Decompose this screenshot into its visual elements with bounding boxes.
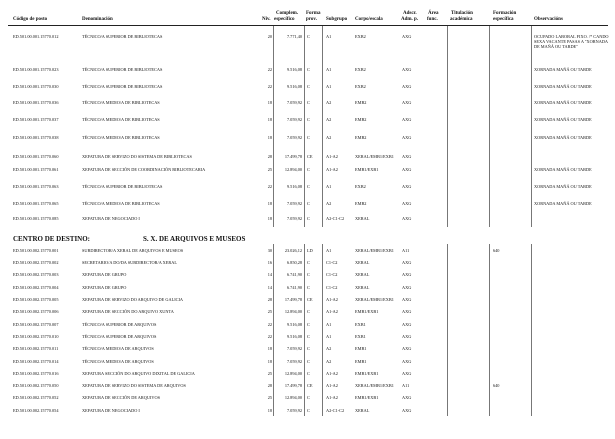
cell-adscripcion: A11 (402, 383, 410, 388)
cell-denominacion: TÉCNICO/A MEDIO/A DE ARQUIVOS (82, 346, 154, 351)
cell-adscripcion: AXG (402, 371, 412, 376)
table-row (0, 34, 615, 49)
cell-subgrupo: A2 (326, 135, 332, 140)
cell-corpo: EXB2 (355, 184, 366, 189)
cell-code: ED.501.00.001.15770.023 (13, 67, 59, 72)
cell-nivel: 25 (267, 395, 272, 400)
cell-denominacion: TÉCNICO/A SUPERIOR DE BIBLIOTECAS (82, 84, 163, 89)
cell-denominacion: TÉCNICO/A MEDIO/A DE BIBLIOTECAS (82, 117, 160, 122)
cell-observacions: XORNADA MAÑÁ OU TARDE (534, 100, 592, 105)
cell-denominacion: TÉCNICO/A MEDIO/A DE ARQUIVOS (82, 359, 154, 364)
header-rule (8, 25, 608, 26)
table-row (0, 100, 615, 110)
cell-denominacion: XEFATURA DE SERVIZO DO SISTEMA DE BIBLIOTECAS (82, 154, 192, 159)
cell-subgrupo: A1 (326, 334, 332, 339)
cell-nivel: 16 (267, 260, 272, 265)
cell-code: ED.501.00.001.15770.030 (13, 84, 59, 89)
cell-complemento: 7.059,92 (286, 201, 302, 206)
cell-code: ED.501.00.002.15770.005 (13, 297, 59, 302)
cell-code: ED.501.00.002.15770.007 (13, 322, 59, 327)
header-adscr-2: Adm. p. (401, 17, 419, 22)
section-name: S. X. DE ARQUIVOS E MUSEOS (143, 235, 246, 243)
cell-complemento: 9.516,08 (286, 334, 302, 339)
cell-forma: C (307, 395, 310, 400)
cell-complemento: 6.741,90 (286, 285, 302, 290)
cell-denominacion: TÉCNICO/A SUPERIOR DE ARQUIVOS (82, 334, 157, 339)
cell-complemento: 12.894,00 (284, 309, 302, 314)
cell-nivel: 18 (267, 408, 272, 413)
table-row (0, 84, 615, 94)
cell-forma: C (307, 359, 310, 364)
cell-corpo: EXB2 (355, 84, 366, 89)
cell-code: ED.501.00.002.15770.052 (13, 395, 59, 400)
cell-complemento: 7.059,92 (286, 359, 302, 364)
cell-adscripcion: AXG (402, 322, 412, 327)
cell-code: ED.501.00.002.15770.001 (13, 248, 59, 253)
cell-forma: C (307, 272, 310, 277)
cell-subgrupo: A1-A2 (326, 395, 338, 400)
cell-subgrupo: C1-C2 (326, 272, 338, 277)
table-row (0, 359, 615, 369)
cell-complemento: 17.499,78 (284, 154, 302, 159)
cell-denominacion: XEFATURA SECCIÓN DO ARQUIVO DIXITAL DE GALICIA (82, 371, 195, 376)
header-titulacion-2: académica (450, 17, 473, 22)
cell-nivel: 28 (267, 383, 272, 388)
cell-subgrupo: A2-C1-C2 (326, 216, 345, 221)
cell-corpo: XERAL (355, 285, 370, 290)
cell-complemento: 23.026,12 (284, 248, 302, 253)
cell-forma: C (307, 322, 310, 327)
cell-complemento: 6.850,28 (286, 260, 302, 265)
cell-subgrupo: A1-A2 (326, 383, 338, 388)
cell-nivel: 28 (267, 297, 272, 302)
cell-corpo: XERAL/EMB1/EXB1 (355, 383, 394, 388)
cell-nivel: 22 (267, 84, 272, 89)
header-formacion-1: Formación (493, 11, 517, 16)
cell-subgrupo: A2-C1-C2 (326, 408, 345, 413)
cell-adscripcion: AXG (402, 201, 412, 206)
cell-code: ED.501.00.002.15770.006 (13, 309, 59, 314)
cell-denominacion: XEFATURA DE SECCIÓN DE ARQUIVOS (82, 395, 160, 400)
header-titulacion-1: Titulación (451, 11, 473, 16)
cell-complemento: 7.059,92 (286, 216, 302, 221)
cell-code: ED.501.00.002.15770.011 (13, 346, 59, 351)
cell-nivel: 18 (267, 359, 272, 364)
cell-denominacion: TÉCNICO/A MEDIO/A DE BIBLIOTECAS (82, 135, 160, 140)
cell-code: ED.501.00.001.15770.012 (13, 34, 59, 39)
table-row (0, 371, 615, 381)
cell-forma: C (307, 408, 310, 413)
cell-code: ED.501.00.002.15770.004 (13, 285, 59, 290)
cell-nivel: 22 (267, 67, 272, 72)
header-codigo: Código de posto (13, 17, 48, 22)
cell-code: ED.501.00.001.15770.065 (13, 201, 59, 206)
cell-corpo: EMB1 (355, 346, 367, 351)
cell-corpo: EXB1 (355, 334, 366, 339)
cell-denominacion: XEFATURA DE GRUPO (82, 285, 127, 290)
cell-forma: C (307, 371, 310, 376)
cell-code: ED.501.00.002.15770.054 (13, 408, 59, 413)
cell-nivel: 25 (267, 309, 272, 314)
cell-denominacion: XEFATURA DE SECCIÓN DE COORDINACIÓN BIBLIOTECARIA (82, 167, 206, 172)
cell-subgrupo: A1-A2 (326, 309, 338, 314)
cell-subgrupo: A1-A2 (326, 297, 338, 302)
cell-nivel: 22 (267, 184, 272, 189)
header-forma-2: prov. (306, 17, 317, 22)
cell-adscripcion: AXG (402, 346, 412, 351)
cell-corpo: XERAL (355, 408, 370, 413)
cell-forma: LD (307, 248, 313, 253)
cell-adscripcion: AXG (402, 154, 412, 159)
cell-complemento: 9.516,08 (286, 322, 302, 327)
cell-corpo: EXB2 (355, 67, 366, 72)
cell-complemento: 7.059,92 (286, 135, 302, 140)
cell-adscripcion: AXG (402, 260, 412, 265)
cell-forma: C (307, 285, 310, 290)
cell-forma: C (307, 167, 310, 172)
cell-denominacion: XEFATURA DE SERVIZO DO SISTEMA DE ARQUIVOS (82, 383, 186, 388)
cell-forma: C (307, 216, 310, 221)
cell-subgrupo: A2 (326, 201, 332, 206)
table-row (0, 309, 615, 319)
cell-complemento: 17.499,78 (284, 383, 302, 388)
table-row (0, 297, 615, 307)
cell-adscripcion: A11 (402, 248, 410, 253)
cell-denominacion: TÉCNICO/A SUPERIOR DE BIBLIOTECAS (82, 184, 163, 189)
cell-forma: C (307, 117, 310, 122)
cell-denominacion: TÉCNICO/A SUPERIOR DE BIBLIOTECAS (82, 67, 163, 72)
cell-code: ED.501.00.001.15770.060 (13, 154, 59, 159)
cell-denominacion: XEFATURA DE SERVIZO DO ARQUIVO DE GALICIA (82, 297, 184, 302)
table-row (0, 201, 615, 211)
cell-nivel: 18 (267, 135, 272, 140)
cell-forma: CE (307, 383, 313, 388)
cell-nivel: 20 (267, 34, 272, 39)
cell-forma: C (307, 84, 310, 89)
cell-subgrupo: A2 (326, 346, 332, 351)
cell-corpo: EMB2 (355, 135, 367, 140)
cell-adscripcion: AXG (402, 100, 412, 105)
cell-subgrupo: A1 (326, 322, 332, 327)
cell-code: ED.501.00.002.15770.002 (13, 260, 59, 265)
cell-code: ED.501.00.002.15770.003 (13, 272, 59, 277)
cell-subgrupo: A1-A2 (326, 371, 338, 376)
cell-adscripcion: AXG (402, 117, 412, 122)
cell-nivel: 14 (267, 285, 272, 290)
header-formacion-2: específica (493, 17, 514, 22)
cell-forma: C (307, 346, 310, 351)
header-denominacion: Denominación (82, 17, 113, 22)
table-row (0, 67, 615, 77)
cell-denominacion: XEFATURA DE NEGOCIADO I (82, 216, 140, 221)
cell-forma: CE (307, 154, 313, 159)
cell-adscripcion: AXG (402, 272, 412, 277)
cell-complemento: 17.499,78 (284, 297, 302, 302)
table-row (0, 408, 615, 418)
header-complemento-2: específico (274, 17, 295, 22)
cell-denominacion: TÉCNICO/A SUPERIOR DE ARQUIVOS (82, 322, 157, 327)
cell-corpo: EMB2 (355, 201, 367, 206)
cell-adscripcion: AXG (402, 359, 412, 364)
cell-adscripcion: AXG (402, 309, 412, 314)
cell-complemento: 7.059,92 (286, 117, 302, 122)
header-observacions: Observacións (534, 17, 563, 22)
cell-forma: C (307, 184, 310, 189)
cell-forma: C (307, 334, 310, 339)
cell-forma: C (307, 135, 310, 140)
cell-corpo: EMB1/EXB1 (355, 309, 379, 314)
cell-nivel: 18 (267, 100, 272, 105)
cell-code: ED.501.00.002.15770.050 (13, 383, 59, 388)
cell-adscripcion: AXG (402, 84, 412, 89)
cell-adscripcion: AXG (402, 135, 412, 140)
cell-nivel: 30 (267, 248, 272, 253)
cell-subgrupo: A1 (326, 34, 332, 39)
cell-corpo: EXB2 (355, 34, 366, 39)
cell-observacions: XORNADA MAÑÁ OU TARDE (534, 117, 592, 122)
cell-adscripcion: AXG (402, 67, 412, 72)
cell-subgrupo: A2 (326, 359, 332, 364)
table-row (0, 154, 615, 164)
cell-adscripcion: AXG (402, 408, 412, 413)
cell-denominacion: XEFATURA DE SECCIÓN DO ARQUIVO XUNTA (82, 309, 174, 314)
table-row (0, 216, 615, 226)
cell-forma: CE (307, 297, 313, 302)
cell-nivel: 22 (267, 322, 272, 327)
cell-code: ED.501.00.002.15770.016 (13, 371, 59, 376)
section-heading (13, 235, 246, 243)
cell-corpo: EXB1 (355, 322, 366, 327)
cell-forma: C (307, 67, 310, 72)
cell-forma: C (307, 100, 310, 105)
header-nivel: Niv. (262, 17, 271, 22)
cell-nivel: 18 (267, 216, 272, 221)
cell-forma: C (307, 309, 310, 314)
cell-observacions: OCUPADO LABORAL FIXO. /* CANDO SEXA VACANTE PASAS A "XORNADA DE MAÑÁ OU TARDE" (534, 34, 609, 49)
cell-subgrupo: A2 (326, 100, 332, 105)
cell-denominacion: SECRETARIO/A DO/DA SUBDIRECTOR/A XERAL (82, 260, 177, 265)
cell-code: ED.501.00.001.15770.085 (13, 216, 59, 221)
cell-corpo: EMB1/EXB1 (355, 395, 379, 400)
cell-subgrupo: A1 (326, 67, 332, 72)
cell-nivel: 18 (267, 346, 272, 351)
cell-code: ED.501.00.002.15770.010 (13, 334, 59, 339)
cell-corpo: EMB2 (355, 117, 367, 122)
cell-corpo: EMB1 (355, 359, 367, 364)
cell-corpo: XERAL (355, 260, 370, 265)
cell-corpo: EMB1/EXB1 (355, 167, 379, 172)
cell-adscripcion: AXG (402, 167, 412, 172)
table-row (0, 248, 615, 258)
table-row (0, 322, 615, 332)
cell-nivel: 18 (267, 117, 272, 122)
cell-observacions: XORNADA MAÑÁ OU TARDE (534, 167, 592, 172)
cell-code: ED.501.00.001.15770.036 (13, 100, 59, 105)
cell-code: ED.501.00.001.15770.038 (13, 135, 59, 140)
cell-observacions: XORNADA MAÑÁ OU TARDE (534, 67, 592, 72)
cell-denominacion: TÉCNICO/A MEDIO/A DE BIBLIOTECAS (82, 100, 160, 105)
cell-code: ED.501.00.001.15770.063 (13, 184, 59, 189)
cell-corpo: XERAL/EMB1/EXB1 (355, 297, 394, 302)
cell-code: ED.501.00.001.15770.061 (13, 167, 59, 172)
cell-observacions: XORNADA MAÑÁ OU TARDE (534, 184, 592, 189)
table-row (0, 334, 615, 344)
cell-adscripcion: AXG (402, 34, 412, 39)
header-subgrupo: Subgrupo (326, 17, 348, 22)
cell-complemento: 7.059,92 (286, 100, 302, 105)
section-label: CENTRO DE DESTINO: (13, 235, 91, 243)
table-row (0, 285, 615, 295)
cell-observacions: XORNADA MAÑÁ OU TARDE (534, 135, 592, 140)
table-row (0, 272, 615, 282)
header-corpo: Corpo/escala (355, 17, 383, 22)
cell-subgrupo: A1 (326, 184, 332, 189)
cell-complemento: 9.516,08 (286, 84, 302, 89)
cell-corpo: EMB2 (355, 100, 367, 105)
cell-formacion: 640 (493, 248, 500, 253)
cell-adscripcion: AXG (402, 285, 412, 290)
table-row (0, 167, 615, 177)
cell-denominacion: TÉCNICO/A MEDIO/A DE BIBLIOTECAS (82, 201, 160, 206)
cell-adscripcion: AXG (402, 297, 412, 302)
table-row (0, 184, 615, 194)
table-row (0, 395, 615, 405)
cell-complemento: 12.894,00 (284, 371, 302, 376)
table-row (0, 135, 615, 145)
cell-denominacion: XEFATURA DE NEGOCIADO I (82, 408, 140, 413)
header-complemento-1: Complem. (276, 11, 299, 16)
cell-corpo: XERAL (355, 272, 370, 277)
cell-adscripcion: AXG (402, 395, 412, 400)
table-row (0, 260, 615, 270)
cell-forma: C (307, 260, 310, 265)
cell-nivel: 25 (267, 371, 272, 376)
cell-nivel: 18 (267, 201, 272, 206)
cell-nivel: 28 (267, 154, 272, 159)
cell-forma: C (307, 201, 310, 206)
cell-corpo: XERAL/EMB1/EXB1 (355, 248, 394, 253)
cell-complemento: 12.894,00 (284, 167, 302, 172)
cell-subgrupo: A1 (326, 84, 332, 89)
cell-adscripcion: AXG (402, 216, 412, 221)
cell-nivel: 25 (267, 167, 272, 172)
cell-formacion: 640 (493, 383, 500, 388)
header-area-2: func. (427, 17, 438, 22)
cell-observacions: XORNADA MAÑÁ OU TARDE (534, 84, 592, 89)
cell-complemento: 12.894,00 (284, 395, 302, 400)
cell-subgrupo: A1-A2 (326, 167, 338, 172)
header-adscr-1: Adscr. (403, 11, 417, 16)
cell-denominacion: XEFATURA DE GRUPO (82, 272, 127, 277)
cell-subgrupo: A1-A2 (326, 154, 338, 159)
cell-adscripcion: AXG (402, 184, 412, 189)
table-row (0, 346, 615, 356)
cell-forma: C (307, 34, 310, 39)
cell-complemento: 7.059,92 (286, 346, 302, 351)
cell-code: ED.501.00.001.15770.037 (13, 117, 59, 122)
cell-nivel: 22 (267, 334, 272, 339)
cell-subgrupo: A1 (326, 248, 332, 253)
cell-corpo: XERAL/EMB1/EXB1 (355, 154, 394, 159)
cell-corpo: XERAL (355, 216, 370, 221)
cell-code: ED.501.00.002.15770.014 (13, 359, 59, 364)
table-row (0, 383, 615, 393)
cell-adscripcion: AXG (402, 334, 412, 339)
cell-subgrupo: C1-C2 (326, 260, 338, 265)
cell-nivel: 14 (267, 272, 272, 277)
cell-complemento: 7.771,40 (286, 34, 302, 39)
cell-complemento: 9.516,08 (286, 184, 302, 189)
table-row (0, 117, 615, 127)
cell-subgrupo: C1-C2 (326, 285, 338, 290)
header-area-1: Área (428, 11, 439, 16)
cell-complemento: 9.516,08 (286, 67, 302, 72)
cell-denominacion: TÉCNICO/A SUPERIOR DE BIBLIOTECAS (82, 34, 163, 39)
cell-complemento: 7.059,92 (286, 408, 302, 413)
cell-denominacion: SUBDIRECTOR/A XERAL DE ARQUIVOS E MUSEOS (82, 248, 184, 253)
header-forma-1: Forma (306, 11, 321, 16)
cell-subgrupo: A2 (326, 117, 332, 122)
cell-corpo: EMB1/EXB1 (355, 371, 379, 376)
cell-observacions: XORNADA MAÑÁ OU TARDE (534, 201, 592, 206)
cell-complemento: 6.741,90 (286, 272, 302, 277)
